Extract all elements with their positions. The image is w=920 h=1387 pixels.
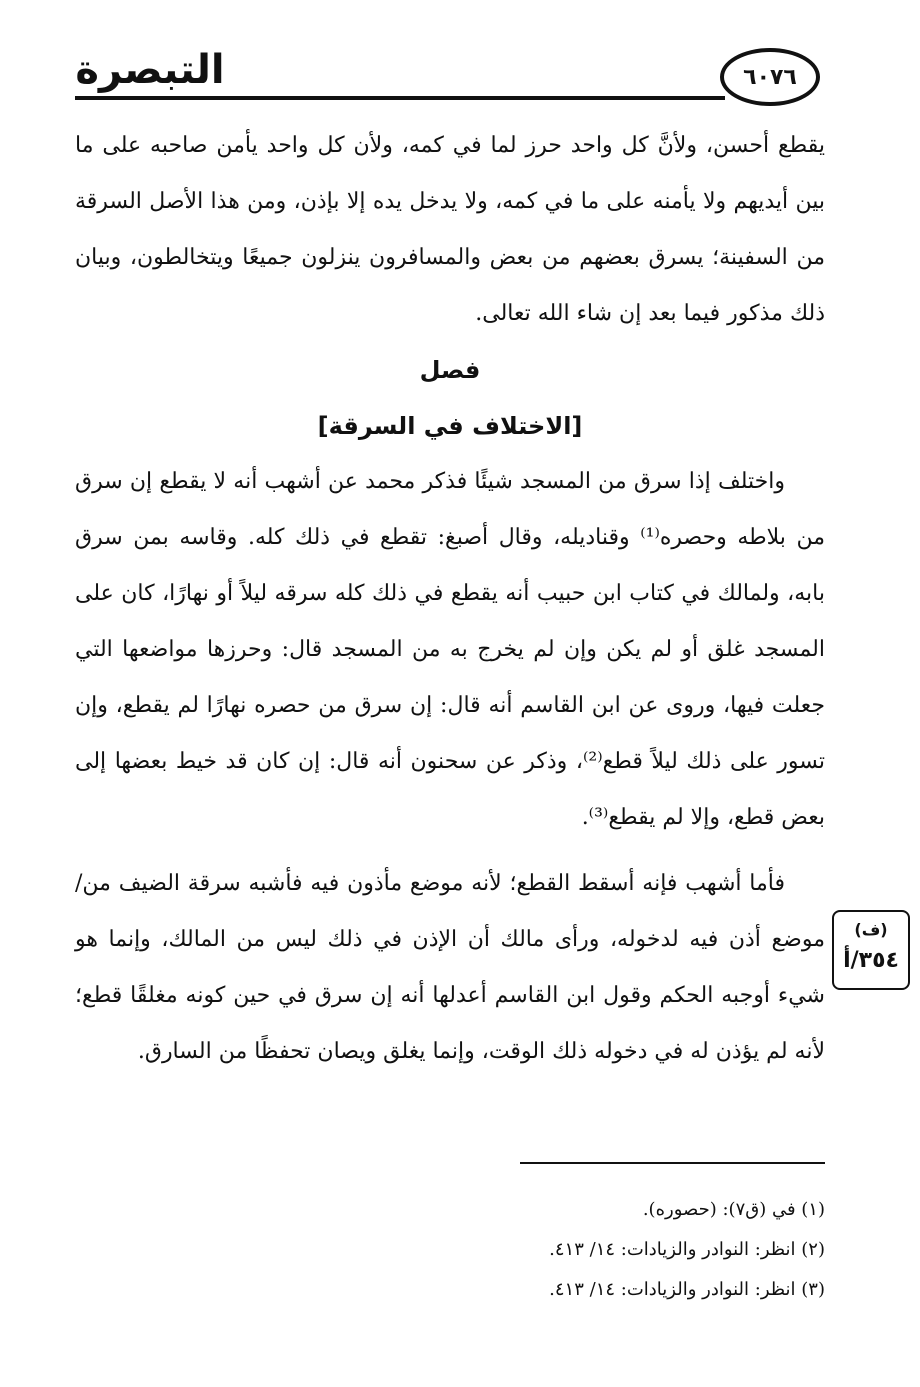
section-heading: فصل xyxy=(419,356,481,384)
page-number-badge: ٦٠٧٦ xyxy=(720,48,820,106)
footnotes xyxy=(420,1190,825,1310)
footnote-1: (١) في (ق٧): (حصوره). xyxy=(642,1199,825,1220)
folio-marker-label: (ف) xyxy=(854,920,888,939)
page-header xyxy=(75,30,835,110)
footnote-rule xyxy=(520,1162,825,1164)
paragraph-1: يقطع أحسن، ولأنَّ كل واحد حرز لما في كمه، ولأن كل واحد يأمن صاحبه على ما بين أيديهم ولا يأمنه على ما في كمه، ولا يدخل يده إلا بإذن، ومن هذا الأصل السرقة من السفينة؛ يسرق بعضهم من بعض والمسافرون ينزلون جميعًا ويتخالطون، وبيان ذلك مذكور فيما بعد إن شاء الله تعالى. xyxy=(75,133,825,326)
section-subheading: [الاختلاف في السرقة] xyxy=(317,412,583,440)
book-title: التبصرة xyxy=(75,47,225,93)
paragraph-2: واختلف إذا سرق من المسجد شيئًا فذكر محمد عن أشهب أنه لا يقطع إن سرق من بلاطه وحصره⁽¹⁾ وقناديله، وقال أصبغ: تقطع في ذلك كله. وقاسه بمن سرق بابه، ولمالك في كتاب ابن حبيب أنه يقطع في ذلك كله سرقه ليلاً أو نهارًا، كان على المسجد غلق أو لم يكن وإن لم يخرج به من المسجد قال: وحرزها مواضعها التي جعلت فيها، وروى عن ابن القاسم أنه قال: إن سرق من حصره نهارًا لم يقطع، وإن تسور على ذلك ليلاً قطع⁽²⁾، وذكر عن سحنون أنه قال: إن كان قد خيط بعضها إلى بعض قطع، وإلا لم يقطع⁽³⁾. xyxy=(75,469,826,830)
folio-marker-number: ٣٥٤/أ xyxy=(843,948,899,973)
manuscript-folio-marker xyxy=(832,910,910,990)
footnote-2: (٢) انظر: النوادر والزيادات: ١٤/ ٤١٣. xyxy=(549,1239,825,1260)
body-text xyxy=(75,118,825,1080)
header-rule xyxy=(75,96,725,100)
footnote-3: (٣) انظر: النوادر والزيادات: ١٤/ ٤١٣. xyxy=(549,1279,825,1300)
paragraph-3: فأما أشهب فإنه أسقط القطع؛ لأنه موضع مأذون فيه فأشبه سرقة الضيف من/ موضع أذن فيه لدخوله، ورأى مالك أن الإذن في ذلك ليس من المالك، وإنما هو شيء أوجبه الحكم وقول ابن القاسم أعدلها أنه إن سرق في حين كونه مغلقًا قطع؛ لأنه لم يؤذن له في دخوله ذلك الوقت، وإنما يغلق ويصان تحفظًا من السارق. xyxy=(75,871,825,1064)
